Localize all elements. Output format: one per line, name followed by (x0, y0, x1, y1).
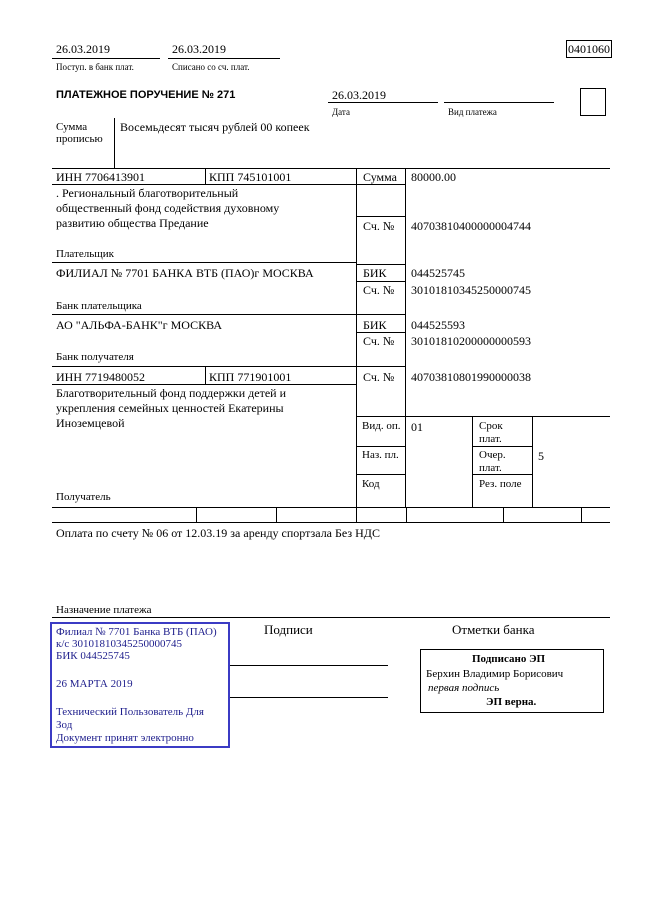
recipient-inn-underline (52, 384, 356, 385)
payment-type-line (444, 102, 554, 103)
payer-inn-kpp-divider (205, 168, 206, 184)
bank-stamp-accepted: Документ принят электронно (56, 732, 194, 744)
purpose-bottom (52, 617, 610, 618)
purpose-text: Оплата по счету № 06 от 12.03.19 за аренду спортзала Без НДС (56, 526, 380, 540)
amount-value: 80000.00 (411, 170, 456, 184)
recipient-acc: 40703810801990000038 (411, 370, 531, 384)
payer-block-bottom (52, 262, 356, 263)
purpose-label: Назначение платежа (56, 604, 152, 616)
payer-inn-underline (52, 184, 356, 185)
amount-words-divider (114, 118, 115, 168)
kod-label: Код (362, 478, 380, 490)
received-date: 26.03.2019 (56, 42, 110, 56)
payer-kpp: КПП 745101001 (209, 170, 292, 184)
codes-row2-bottom-left (356, 474, 406, 475)
amount-words-label-1: Сумма (56, 121, 88, 133)
amount-block-bottom (356, 216, 406, 217)
bank-stamp-date: 26 МАРТА 2019 (56, 678, 133, 690)
document-date-label: Дата (332, 107, 350, 117)
amount-underline (356, 184, 406, 185)
recipient-bank-bottom (52, 366, 406, 367)
recipient-bank-bik-label: БИК (363, 318, 387, 332)
tax-cell-div-5 (503, 507, 504, 522)
payer-bank-bik-label: БИК (363, 266, 387, 280)
payment-type-box (580, 88, 606, 116)
payment-type-label: Вид платежа (448, 107, 497, 117)
payer-bank-bik-underline (356, 281, 406, 282)
amount-words-value: Восемьдесят тысяч рублей 00 копеек (120, 120, 310, 134)
debited-date-line (168, 58, 280, 59)
ep-stamp-verified: ЭП верна. (486, 696, 537, 708)
document-date: 26.03.2019 (332, 88, 386, 102)
document-title: ПЛАТЕЖНОЕ ПОРУЧЕНИЕ № 271 (56, 89, 236, 101)
payer-bank-label: Банк плательщика (56, 300, 142, 312)
signature-line-2 (230, 697, 388, 698)
vid-op-label: Вид. оп. (362, 420, 401, 432)
recipient-name-line-2: укрепления семейных ценностей Екатерины (56, 401, 284, 415)
srok-label-1: Срок (479, 420, 503, 432)
signature-line-1 (230, 665, 388, 666)
bank-stamp-line-1: Филиал № 7701 Банка ВТБ (ПАО) (56, 626, 217, 638)
payer-inn: ИНН 7706413901 (56, 170, 145, 184)
tax-cell-div-3 (356, 507, 357, 522)
recipient-kpp: КПП 771901001 (209, 370, 292, 384)
payer-name-line-3: развитию общества Предание (56, 216, 209, 230)
bank-stamp-line-3: БИК 044525745 (56, 650, 130, 662)
recipient-label: Получатель (56, 491, 111, 503)
codes-top-line (356, 416, 610, 417)
codes-row2-bottom-right (472, 474, 532, 475)
recipient-name-line-3: Иноземцевой (56, 416, 125, 430)
tax-row-bottom (52, 522, 610, 523)
payer-account-value: 40703810400000004744 (411, 219, 531, 233)
amount-label: Сумма (363, 170, 397, 184)
naz-pl-label: Наз. пл. (362, 449, 399, 461)
grid-vline-values (405, 168, 406, 507)
codes-row1-bottom-right (472, 446, 532, 447)
bank-marks-label: Отметки банка (452, 622, 535, 637)
payer-name-line-1: . Региональный благотворительный (56, 186, 239, 200)
recipient-bank-label: Банк получателя (56, 351, 134, 363)
tax-cell-div-6 (581, 507, 582, 522)
tax-cell-div-1 (196, 507, 197, 522)
payer-name-line-2: общественный фонд содействия духовному (56, 201, 280, 215)
payer-label: Плательщик (56, 248, 114, 260)
received-date-line (52, 58, 160, 59)
debited-date-label: Списано со сч. плат. (172, 62, 250, 72)
recipient-acc-label: Сч. № (363, 370, 395, 384)
payer-bank-name: ФИЛИАЛ № 7701 БАНКА ВТБ (ПАО)г МОСКВА (56, 266, 314, 280)
vid-op-value: 01 (411, 420, 423, 434)
grid-line-main-top (52, 168, 610, 169)
ocher-value: 5 (538, 449, 544, 463)
recipient-inn-kpp-divider (205, 366, 206, 384)
rez-pole-label: Рез. поле (479, 478, 522, 490)
signatures-label: Подписи (264, 622, 313, 637)
codes-vline-right (532, 416, 533, 507)
payer-bank-top-right (356, 264, 406, 265)
recipient-bank-acc-label: Сч. № (363, 334, 395, 348)
debited-date: 26.03.2019 (172, 42, 226, 56)
ep-stamp-name: Берхин Владимир Борисович (426, 668, 564, 680)
bank-stamp-line-2: к/с 30101810345250000745 (56, 638, 183, 650)
recipient-bank-acc: 30101810200000000593 (411, 334, 531, 348)
payer-bank-acc-label: Сч. № (363, 283, 395, 297)
recipient-bank-bik: 044525593 (411, 318, 465, 332)
codes-vline-mid (472, 416, 473, 507)
received-date-label: Поступ. в банк плат. (56, 62, 134, 72)
tax-cell-div-4 (406, 507, 407, 522)
grid-vline-mid (356, 168, 357, 507)
bank-stamp-user-2: Зод (56, 719, 73, 731)
codes-row1-bottom-left (356, 446, 406, 447)
form-code: 0401060 (568, 42, 610, 56)
payer-bank-acc: 30101810345250000745 (411, 283, 531, 297)
recipient-inn: ИНН 7719480052 (56, 370, 145, 384)
payer-account-label: Сч. № (363, 219, 395, 233)
document-date-line (328, 102, 438, 103)
ocher-label-1: Очер. (479, 449, 506, 461)
recipient-name-line-1: Благотворительный фонд поддержки детей и (56, 386, 287, 400)
payer-bank-bik: 044525745 (411, 266, 465, 280)
ep-stamp-title: Подписано ЭП (472, 653, 546, 665)
tax-row-top (52, 507, 610, 508)
bank-stamp-user-1: Технический Пользователь Для (56, 706, 204, 718)
srok-label-2: плат. (479, 433, 502, 445)
amount-words-label-2: прописью (56, 133, 103, 145)
tax-cell-div-2 (276, 507, 277, 522)
recipient-bank-name: АО "АЛЬФА-БАНК"г МОСКВА (56, 318, 223, 332)
recipient-bank-bik-underline (356, 332, 406, 333)
ocher-label-2: плат. (479, 462, 502, 474)
payer-bank-bottom (52, 314, 406, 315)
ep-stamp-role: первая подпись (428, 682, 500, 694)
